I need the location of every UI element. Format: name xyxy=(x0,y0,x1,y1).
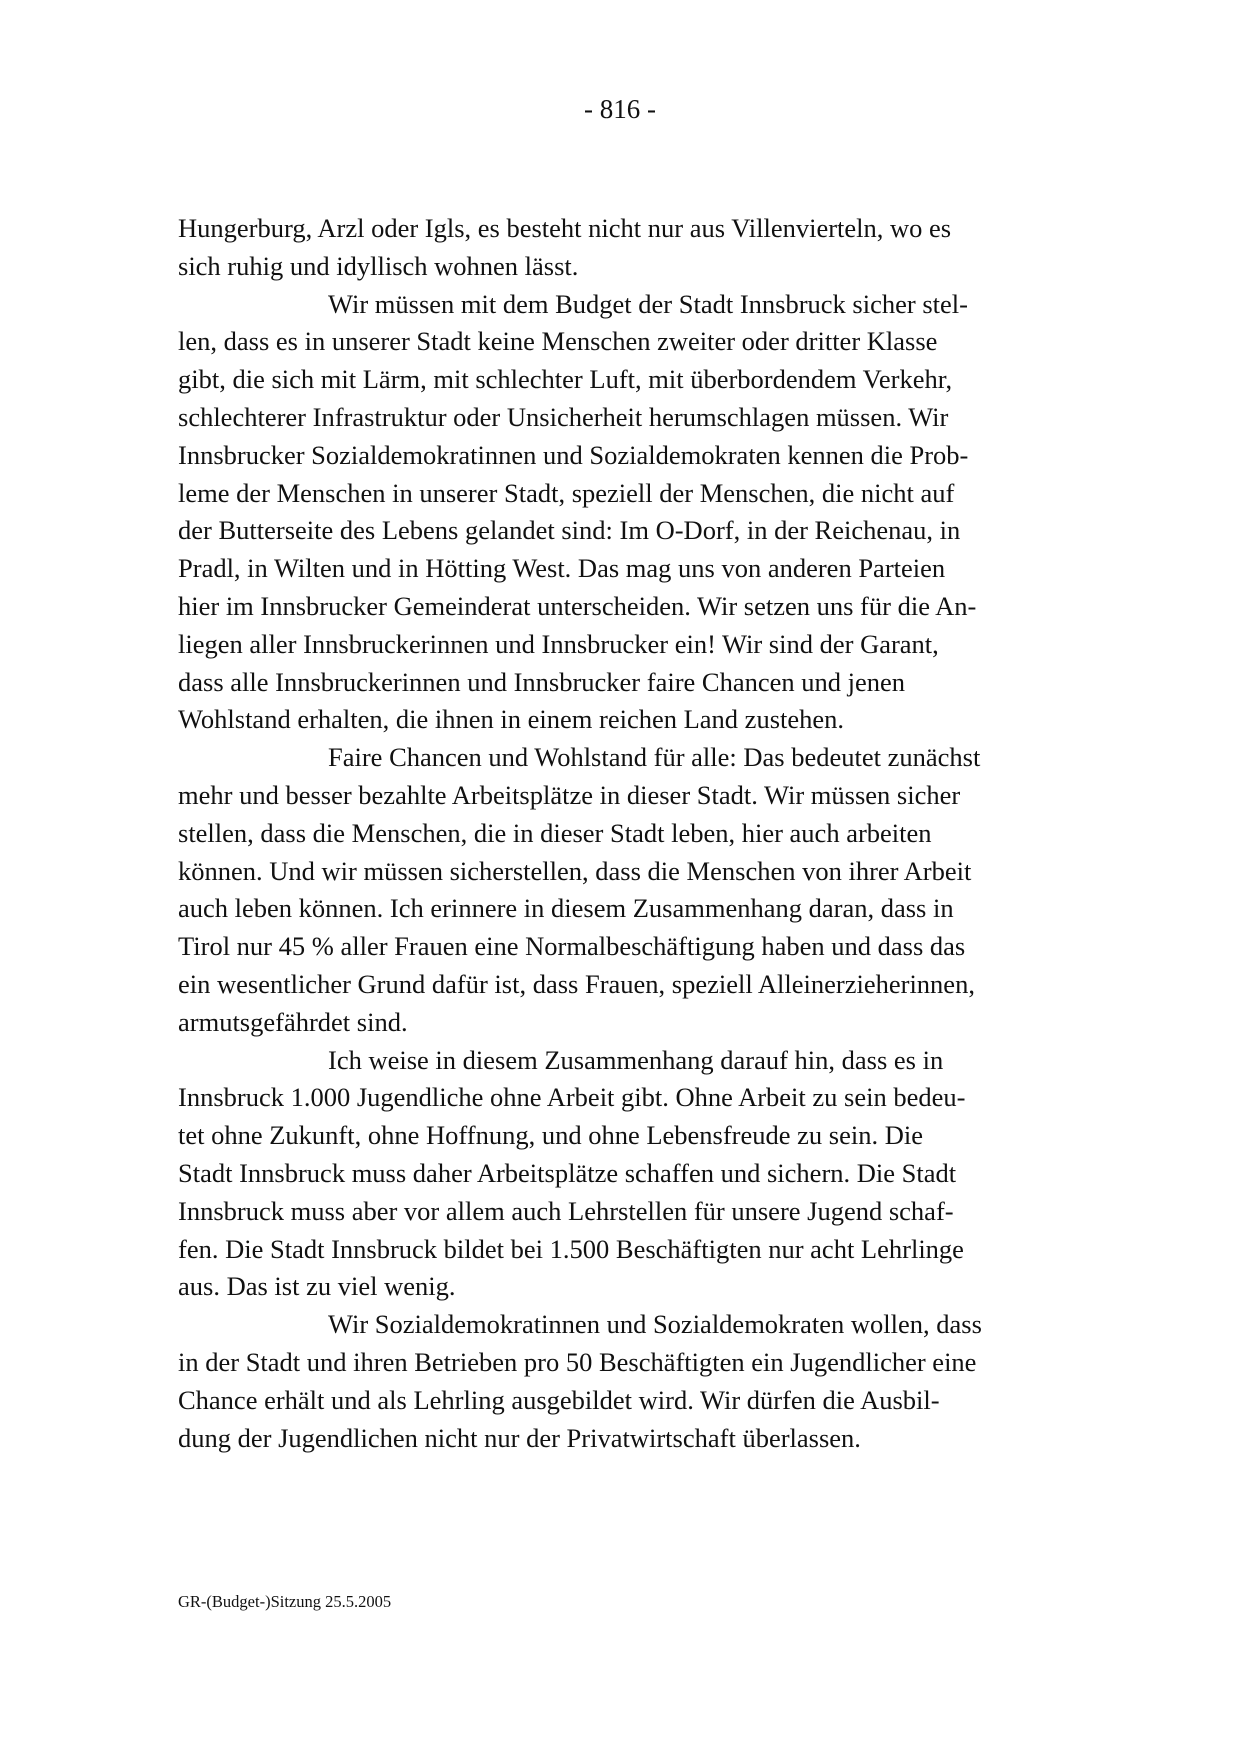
text-line: stellen, dass die Menschen, die in dieser Stadt leben, hier auch arbeiten xyxy=(178,817,932,848)
text-line: tet ohne Zukunft, ohne Hoffnung, und ohne Lebensfreude zu sein. Die xyxy=(178,1120,923,1151)
page-number: - 816 - xyxy=(584,94,656,124)
text-line: in der Stadt und ihren Betrieben pro 50 Beschäftigten ein Jugendlicher eine xyxy=(178,1346,977,1377)
text-line: hier im Innsbrucker Gemeinderat unterscheiden. Wir setzen uns für die An- xyxy=(178,590,977,621)
text-line: ein wesentlicher Grund dafür ist, dass Frauen, speziell Alleinerzieherinnen, xyxy=(178,968,975,999)
text-line: Innsbruck 1.000 Jugendliche ohne Arbeit gibt. Ohne Arbeit zu sein bedeu- xyxy=(178,1082,966,1113)
text-line: dung der Jugendlichen nicht nur der Privatwirtschaft überlassen. xyxy=(178,1422,861,1453)
text-line: auch leben können. Ich erinnere in diesem Zusammenhang daran, dass in xyxy=(178,893,954,924)
paragraph-start-line: Wir müssen mit dem Budget der Stadt Innsbruck sicher stel- xyxy=(328,288,968,319)
text-line: liegen aller Innsbruckerinnen und Innsbrucker ein! Wir sind der Garant, xyxy=(178,628,939,659)
paragraph-start-line: Faire Chancen und Wohlstand für alle: Das bedeutet zunächst xyxy=(328,742,981,773)
text-line: Pradl, in Wilten und in Hötting West. Das mag uns von anderen Parteien xyxy=(178,553,946,584)
text-line: dass alle Innsbruckerinnen und Innsbrucker faire Chancen und jenen xyxy=(178,666,906,697)
text-line: mehr und besser bezahlte Arbeitsplätze in dieser Stadt. Wir müssen sicher xyxy=(178,779,961,810)
text-line: Hungerburg, Arzl oder Igls, es besteht nicht nur aus Villenvierteln, wo es xyxy=(178,213,952,243)
text-line: len, dass es in unserer Stadt keine Menschen zweiter oder dritter Klasse xyxy=(178,326,938,357)
text-line: können. Und wir müssen sicherstellen, dass die Menschen von ihrer Arbeit xyxy=(178,855,972,886)
paragraph-start-line: Ich weise in diesem Zusammenhang darauf hin, dass es in xyxy=(328,1044,944,1075)
text-line: armutsgefährdet sind. xyxy=(178,1006,408,1037)
text-line: Innsbrucker Sozialdemokratinnen und Sozialdemokraten kennen die Prob- xyxy=(178,439,969,470)
text-line: Tirol nur 45 % aller Frauen eine Normalbeschäftigung haben und dass das xyxy=(178,931,966,962)
text-line: aus. Das ist zu viel wenig. xyxy=(178,1271,456,1302)
text-line: leme der Menschen in unserer Stadt, speziell der Menschen, die nicht auf xyxy=(178,477,955,508)
text-line: Wohlstand erhalten, die ihnen in einem reichen Land zustehen. xyxy=(178,704,845,735)
text-line: Stadt Innsbruck muss daher Arbeitsplätze schaffen und sichern. Die Stadt xyxy=(178,1157,957,1188)
text-line: schlechterer Infrastruktur oder Unsicherheit herumschlagen müssen. Wir xyxy=(178,401,949,432)
paragraph-start-line: Wir Sozialdemokratinnen und Sozialdemokraten wollen, dass xyxy=(328,1309,982,1340)
text-line: fen. Die Stadt Innsbruck bildet bei 1.500 Beschäftigten nur acht Lehrlinge xyxy=(178,1233,964,1264)
body-text xyxy=(178,210,1068,1457)
footer-session-label: GR-(Budget-)Sitzung 25.5.2005 xyxy=(178,1592,392,1611)
text-line: sich ruhig und idyllisch wohnen lässt. xyxy=(178,250,579,281)
text-line: Innsbruck muss aber vor allem auch Lehrstellen für unsere Jugend schaf- xyxy=(178,1195,954,1226)
text-line: der Butterseite des Lebens gelandet sind: Im O-Dorf, in der Reichenau, in xyxy=(178,515,961,546)
text-line: gibt, die sich mit Lärm, mit schlechter Luft, mit überbordendem Verkehr, xyxy=(178,364,953,395)
text-line: Chance erhält und als Lehrling ausgebildet wird. Wir dürfen die Ausbil- xyxy=(178,1384,940,1415)
